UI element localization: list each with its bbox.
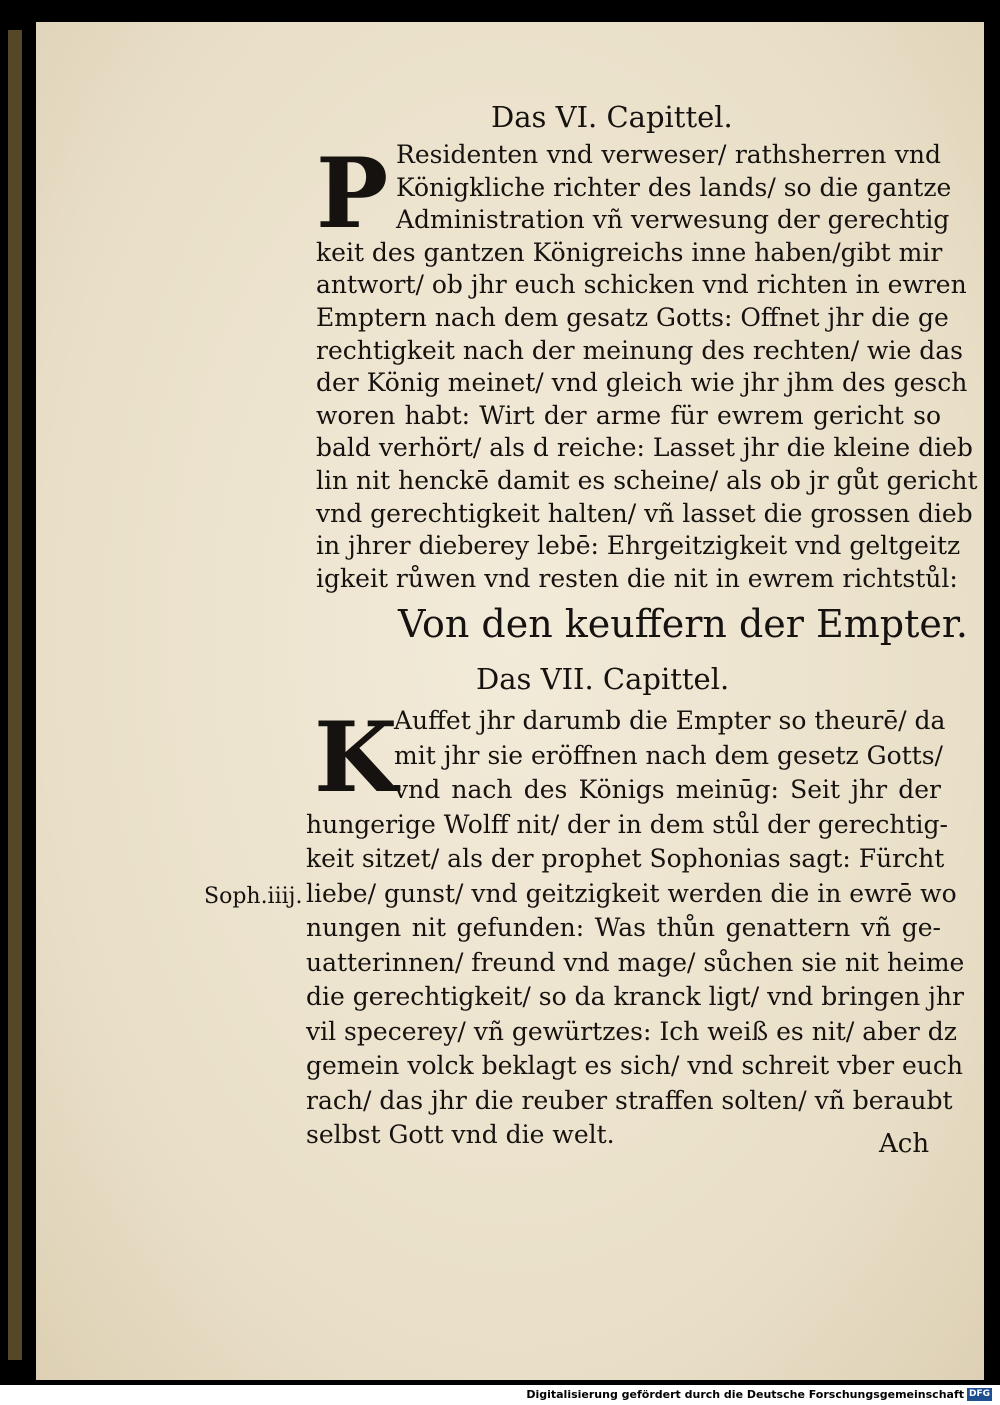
section-heading: Von den keuffern der Empter. [398,602,968,646]
chapter7-initial: K [314,701,398,814]
book-edge [8,30,22,1360]
chapter6-initial: P [316,137,389,250]
chapter7-line: uatterinnen/ freund vnd mage/ sůchen sie nit heime [306,947,965,977]
chapter7-line: vnd nach des Königs meinūg: Seit jhr der [394,775,941,804]
book-page [36,22,984,1380]
chapter7-line: liebe/ gunst/ vnd geitzigkeit werden die in ewrē wo [306,878,957,908]
chapter6-line: in jhrer dieberey lebē: Ehrgeitzigkeit vnd geltgeitz [316,531,961,561]
chapter7-line: die gerechtigkeit/ so da kranck ligt/ vnd bringen jhr [306,982,964,1011]
chapter6-line: rechtigkeit nach der meinung des rechten/ wie das [316,335,963,365]
chapter6-line: lin nit henckē damit es scheine/ als ob jr gůt gericht [316,466,978,495]
chapter6-line: Emptern nach dem gesatz Gotts: Offnet jhr die ge [316,303,949,332]
margin-note: Soph.iiij. [204,884,303,909]
chapter7-line: nungen nit gefunden: Was thůn genattern vñ ge- [306,913,941,942]
chapter6-line: vnd gerechtigkeit halten/ vñ lasset die grossen dieb [316,498,973,528]
chapter7-line: selbst Gott vnd die welt. [306,1120,615,1149]
catchword: Ach [879,1129,930,1159]
chapter6-line: Königkliche richter des lands/ so die gantze [396,172,952,202]
chapter6-line: Administration vñ verwesung der gerechtig [396,205,950,235]
chapter6-line: antwort/ ob jhr euch schicken vnd richten in ewren [316,270,967,300]
chapter6-line: igkeit růwen vnd resten die nit in ewrem richtstůl: [316,563,958,593]
chapter7-line: mit jhr sie eröffnen nach dem gesetz Gotts/ [394,740,943,770]
chapter7-line: gemein volck beklagt es sich/ vnd schreit vber euch [306,1051,963,1080]
chapter7-line: vil specerey/ vñ gewürtzes: Ich weiß es nit/ aber dz [306,1016,957,1046]
chapter6-header: Das VI. Capittel. [491,100,733,134]
chapter6-line: bald verhört/ als d reiche: Lasset jhr die kleine dieb [316,433,973,463]
chapter7-line: rach/ das jhr die reuber straffen solten/ vñ beraubt [306,1085,953,1115]
chapter6-line: keit des gantzen Königreichs inne haben/gibt mir [316,237,943,267]
chapter6-line: der König meinet/ vnd gleich wie jhr jhm des gesch [316,368,968,398]
chapter6-line: Residenten vnd verweser/ rathsherren vnd [396,140,941,169]
chapter7-header: Das VII. Capittel. [476,662,730,696]
footer-text: Digitalisierung gefördert durch die Deutsche Forschungsgemeinschaft [526,1388,964,1401]
chapter7-line: keit sitzet/ als der prophet Sophonias sagt: Fürcht [306,844,945,873]
dfg-logo: DFG [968,1389,990,1399]
chapter7-line: Auffet jhr darumb die Empter so theurē/ da [394,706,946,735]
chapter7-line: hungerige Wolff nit/ der in dem stůl der gerechtig- [306,809,949,839]
chapter6-line: woren habt: Wirt der arme für ewrem gericht so [316,400,941,430]
